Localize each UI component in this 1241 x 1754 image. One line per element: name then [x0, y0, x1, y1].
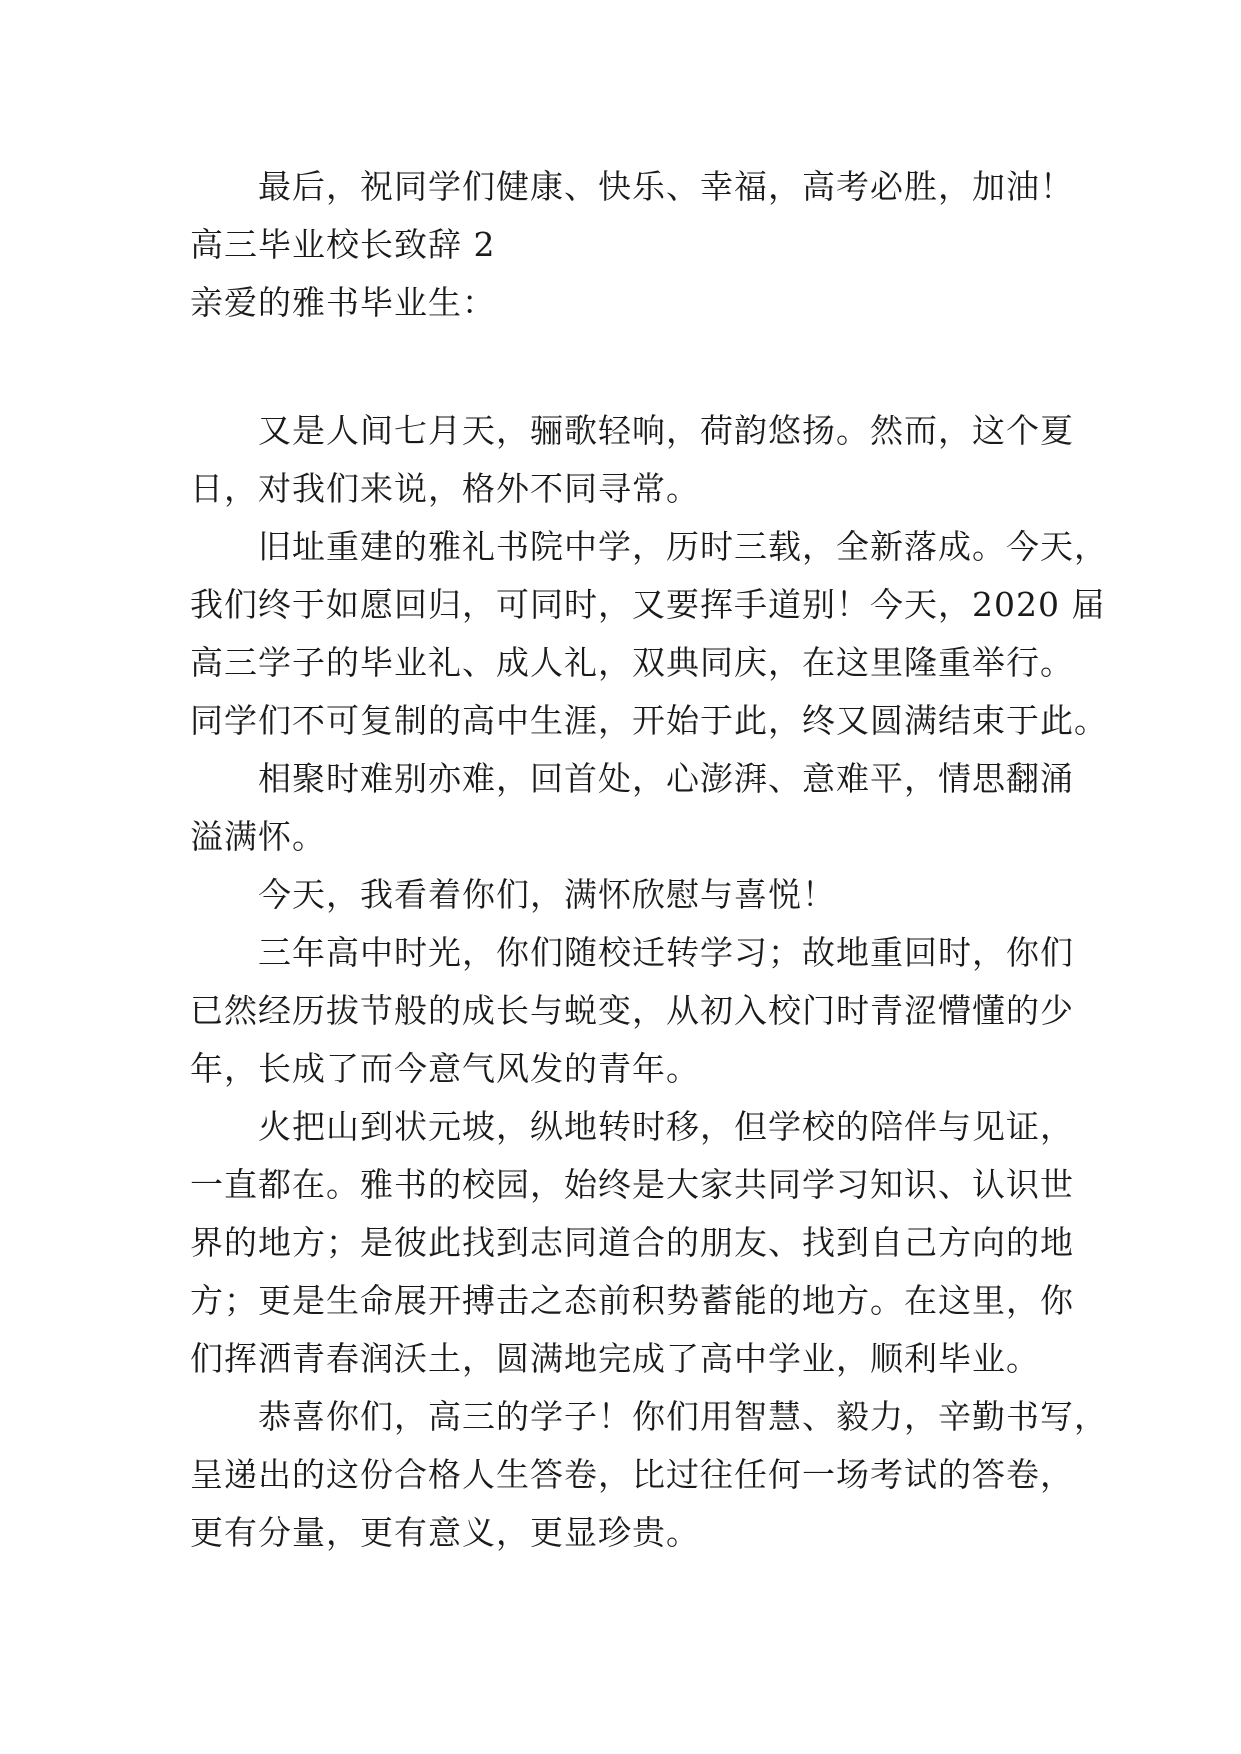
body-line: 我们终于如愿回归，可同时，又要挥手道别！今天，2020 届 [190, 585, 1106, 624]
body-line: 恭喜你们，高三的学子！你们用智慧、毅力，辛勤书写， [258, 1397, 1108, 1436]
body-line: 界的地方；是彼此找到志同道合的朋友、找到自己方向的地 [190, 1223, 1074, 1262]
salutation: 亲爱的雅书毕业生： [190, 283, 496, 322]
body-line: 火把山到状元坡，纵地转时移，但学校的陪伴与见证， [258, 1107, 1074, 1146]
blank-spacer [190, 332, 1070, 402]
body-line: 已然经历拔节般的成长与蜕变，从初入校门时青涩懵懂的少 [190, 991, 1074, 1030]
body-line: 方；更是生命展开搏击之态前积势蓄能的地方。在这里，你 [190, 1281, 1074, 1320]
body-line: 相聚时难别亦难，回首处，心澎湃、意难平，情思翻涌 [258, 759, 1074, 798]
closing-paragraph: 最后，祝同学们健康、快乐、幸福，高考必胜，加油！ [258, 167, 1074, 206]
body-line: 今天，我看着你们，满怀欣慰与喜悦！ [258, 875, 836, 914]
body-line: 同学们不可复制的高中生涯，开始于此，终又圆满结束于此。 [190, 701, 1108, 740]
body-line: 更有分量，更有意义，更显珍贵。 [190, 1513, 700, 1552]
document-page [190, 158, 1108, 1562]
body-line: 又是人间七月天，骊歌轻响，荷韵悠扬。然而，这个夏 [258, 411, 1074, 450]
body-line: 三年高中时光，你们随校迁转学习；故地重回时，你们 [258, 933, 1074, 972]
body-line: 溢满怀。 [190, 817, 326, 856]
speech-title: 高三毕业校长致辞 2 [190, 225, 496, 264]
body-line: 一直都在。雅书的校园，始终是大家共同学习知识、认识世 [190, 1165, 1074, 1204]
body-line: 们挥洒青春润沃土，圆满地完成了高中学业，顺利毕业。 [190, 1339, 1040, 1378]
body-line: 呈递出的这份合格人生答卷，比过往任何一场考试的答卷， [190, 1455, 1074, 1494]
body-line: 年，长成了而今意气风发的青年。 [190, 1049, 700, 1088]
body-line: 旧址重建的雅礼书院中学，历时三载，全新落成。今天， [258, 527, 1108, 566]
body-line: 日，对我们来说，格外不同寻常。 [190, 469, 700, 508]
body-line: 高三学子的毕业礼、成人礼，双典同庆，在这里隆重举行。 [190, 643, 1074, 682]
